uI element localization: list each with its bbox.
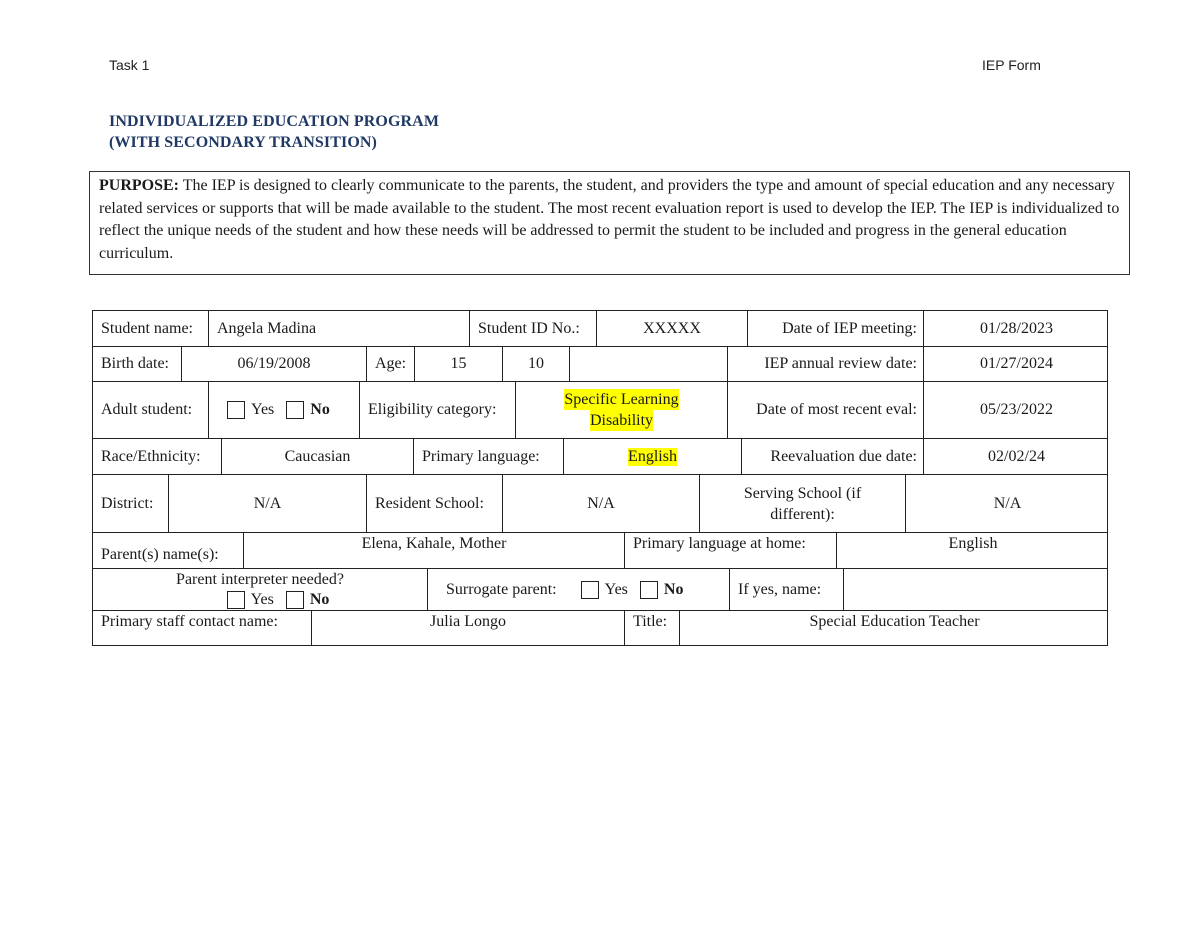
home-language-field[interactable]: English [836,533,1109,568]
interpreter-no-label: No [309,590,330,608]
purpose-label: PURPOSE: [99,177,179,194]
staff-title-field[interactable]: Special Education Teacher [679,611,1109,645]
surrogate-no-checkbox[interactable] [640,581,658,599]
primary-language-value: English [628,447,677,465]
row-eligibility [92,381,1108,438]
student-id-field[interactable]: XXXXX [596,311,747,346]
serving-school-label [699,475,905,532]
interpreter-yes-label: Yes [250,590,274,608]
race-field[interactable]: Caucasian [221,439,413,474]
recent-eval-date-field[interactable]: 05/23/2022 [923,382,1109,438]
interpreter-label: Parent interpreter needed? [176,570,344,588]
student-id-label: Student ID No.: [469,311,596,346]
interpreter-yes-option[interactable] [227,590,274,610]
eligibility-label: Eligibility category: [359,382,515,438]
staff-contact-field[interactable]: Julia Longo [311,611,624,645]
serving-school-label-line-1: Serving School (if [743,484,862,502]
student-name-field[interactable]: Angela Madina [208,311,469,346]
recent-eval-label: Date of most recent eval: [727,382,923,438]
serving-school-label-line-2: different): [770,505,835,523]
adult-yes-checkbox[interactable] [227,401,245,419]
surrogate-no-option[interactable] [640,581,684,599]
adult-no-option[interactable] [286,401,330,419]
eligibility-field[interactable] [515,382,727,438]
staff-title-label: Title: [624,611,679,645]
adult-no-checkbox[interactable] [286,401,304,419]
race-label: Race/Ethnicity: [101,447,201,465]
if-yes-label: If yes, name: [729,569,843,610]
row-race [92,438,1108,474]
blank-cell [569,347,727,381]
header-task: Task 1 [109,57,150,73]
surrogate-label: Surrogate parent: [446,580,557,598]
title-line-1: INDIVIDUALIZED EDUCATION PROGRAM [109,113,440,130]
adult-student-label: Adult student: [101,401,193,418]
header-form-name: IEP Form [982,57,1041,73]
reeval-label: Reevaluation due date: [741,439,923,474]
surrogate-yes-option[interactable] [581,581,628,599]
home-language-label: Primary language at home: [624,533,836,568]
primary-language-label: Primary language: [413,439,563,474]
parents-label: Parent(s) name(s): [101,545,219,563]
age-field[interactable]: 15 [414,347,502,381]
parents-field[interactable]: Elena, Kahale, Mother [243,533,624,568]
purpose-text: The IEP is designed to clearly communicate to the parents, the student, and providers the type and amount of special education and any necessary related services or supports that will be made available to the student. The most recent evaluation report is used to develop the IEP. The IEP is individualized to reflect the unique needs of the student and how these needs will be addressed to permit the student to be included and progress in the general education curriculum. [99,177,1120,262]
adult-student-options [208,382,359,438]
student-name-label: Student name: [101,319,193,337]
row-interpreter [92,568,1108,610]
resident-school-label: Resident School: [366,475,502,532]
surrogate-yes-checkbox[interactable] [581,581,599,599]
surrogate-yes-label: Yes [604,580,628,598]
serving-school-field[interactable]: N/A [905,475,1109,532]
birth-date-field[interactable]: 06/19/2008 [181,347,366,381]
title-line-2: (WITH SECONDARY TRANSITION) [109,134,377,151]
row-student [92,310,1108,346]
interpreter-options [227,590,342,610]
interpreter-cell [93,569,427,610]
primary-language-field[interactable] [563,439,741,474]
interpreter-no-checkbox[interactable] [286,591,304,609]
interpreter-yes-checkbox[interactable] [227,591,245,609]
row-district [92,474,1108,532]
annual-review-date-field[interactable]: 01/27/2024 [923,347,1109,381]
grade-field[interactable]: 10 [502,347,569,381]
document-title [109,111,439,153]
iep-meeting-label: Date of IEP meeting: [747,311,923,346]
row-staff [92,610,1108,646]
purpose-box [89,171,1130,275]
adult-no-label: No [310,401,330,418]
adult-yes-label: Yes [251,401,275,418]
row-birth [92,346,1108,381]
surrogate-cell [427,569,729,610]
district-label: District: [101,494,154,512]
if-yes-name-field[interactable] [843,569,1109,610]
row-parents [92,532,1108,568]
iep-meeting-date-field[interactable]: 01/28/2023 [923,311,1109,346]
reeval-date-field[interactable]: 02/02/24 [923,439,1109,474]
resident-school-field[interactable]: N/A [502,475,699,532]
staff-contact-label: Primary staff contact name: [101,613,278,630]
age-label: Age: [366,347,414,381]
eligibility-line-1: Specific Learning [564,391,679,408]
annual-review-label: IEP annual review date: [727,347,923,381]
district-field[interactable]: N/A [168,475,366,532]
eligibility-line-2: Disability [589,412,654,429]
surrogate-no-label: No [663,580,684,598]
birth-date-label: Birth date: [101,355,169,372]
interpreter-no-option[interactable] [286,590,330,610]
adult-yes-option[interactable] [227,401,274,419]
